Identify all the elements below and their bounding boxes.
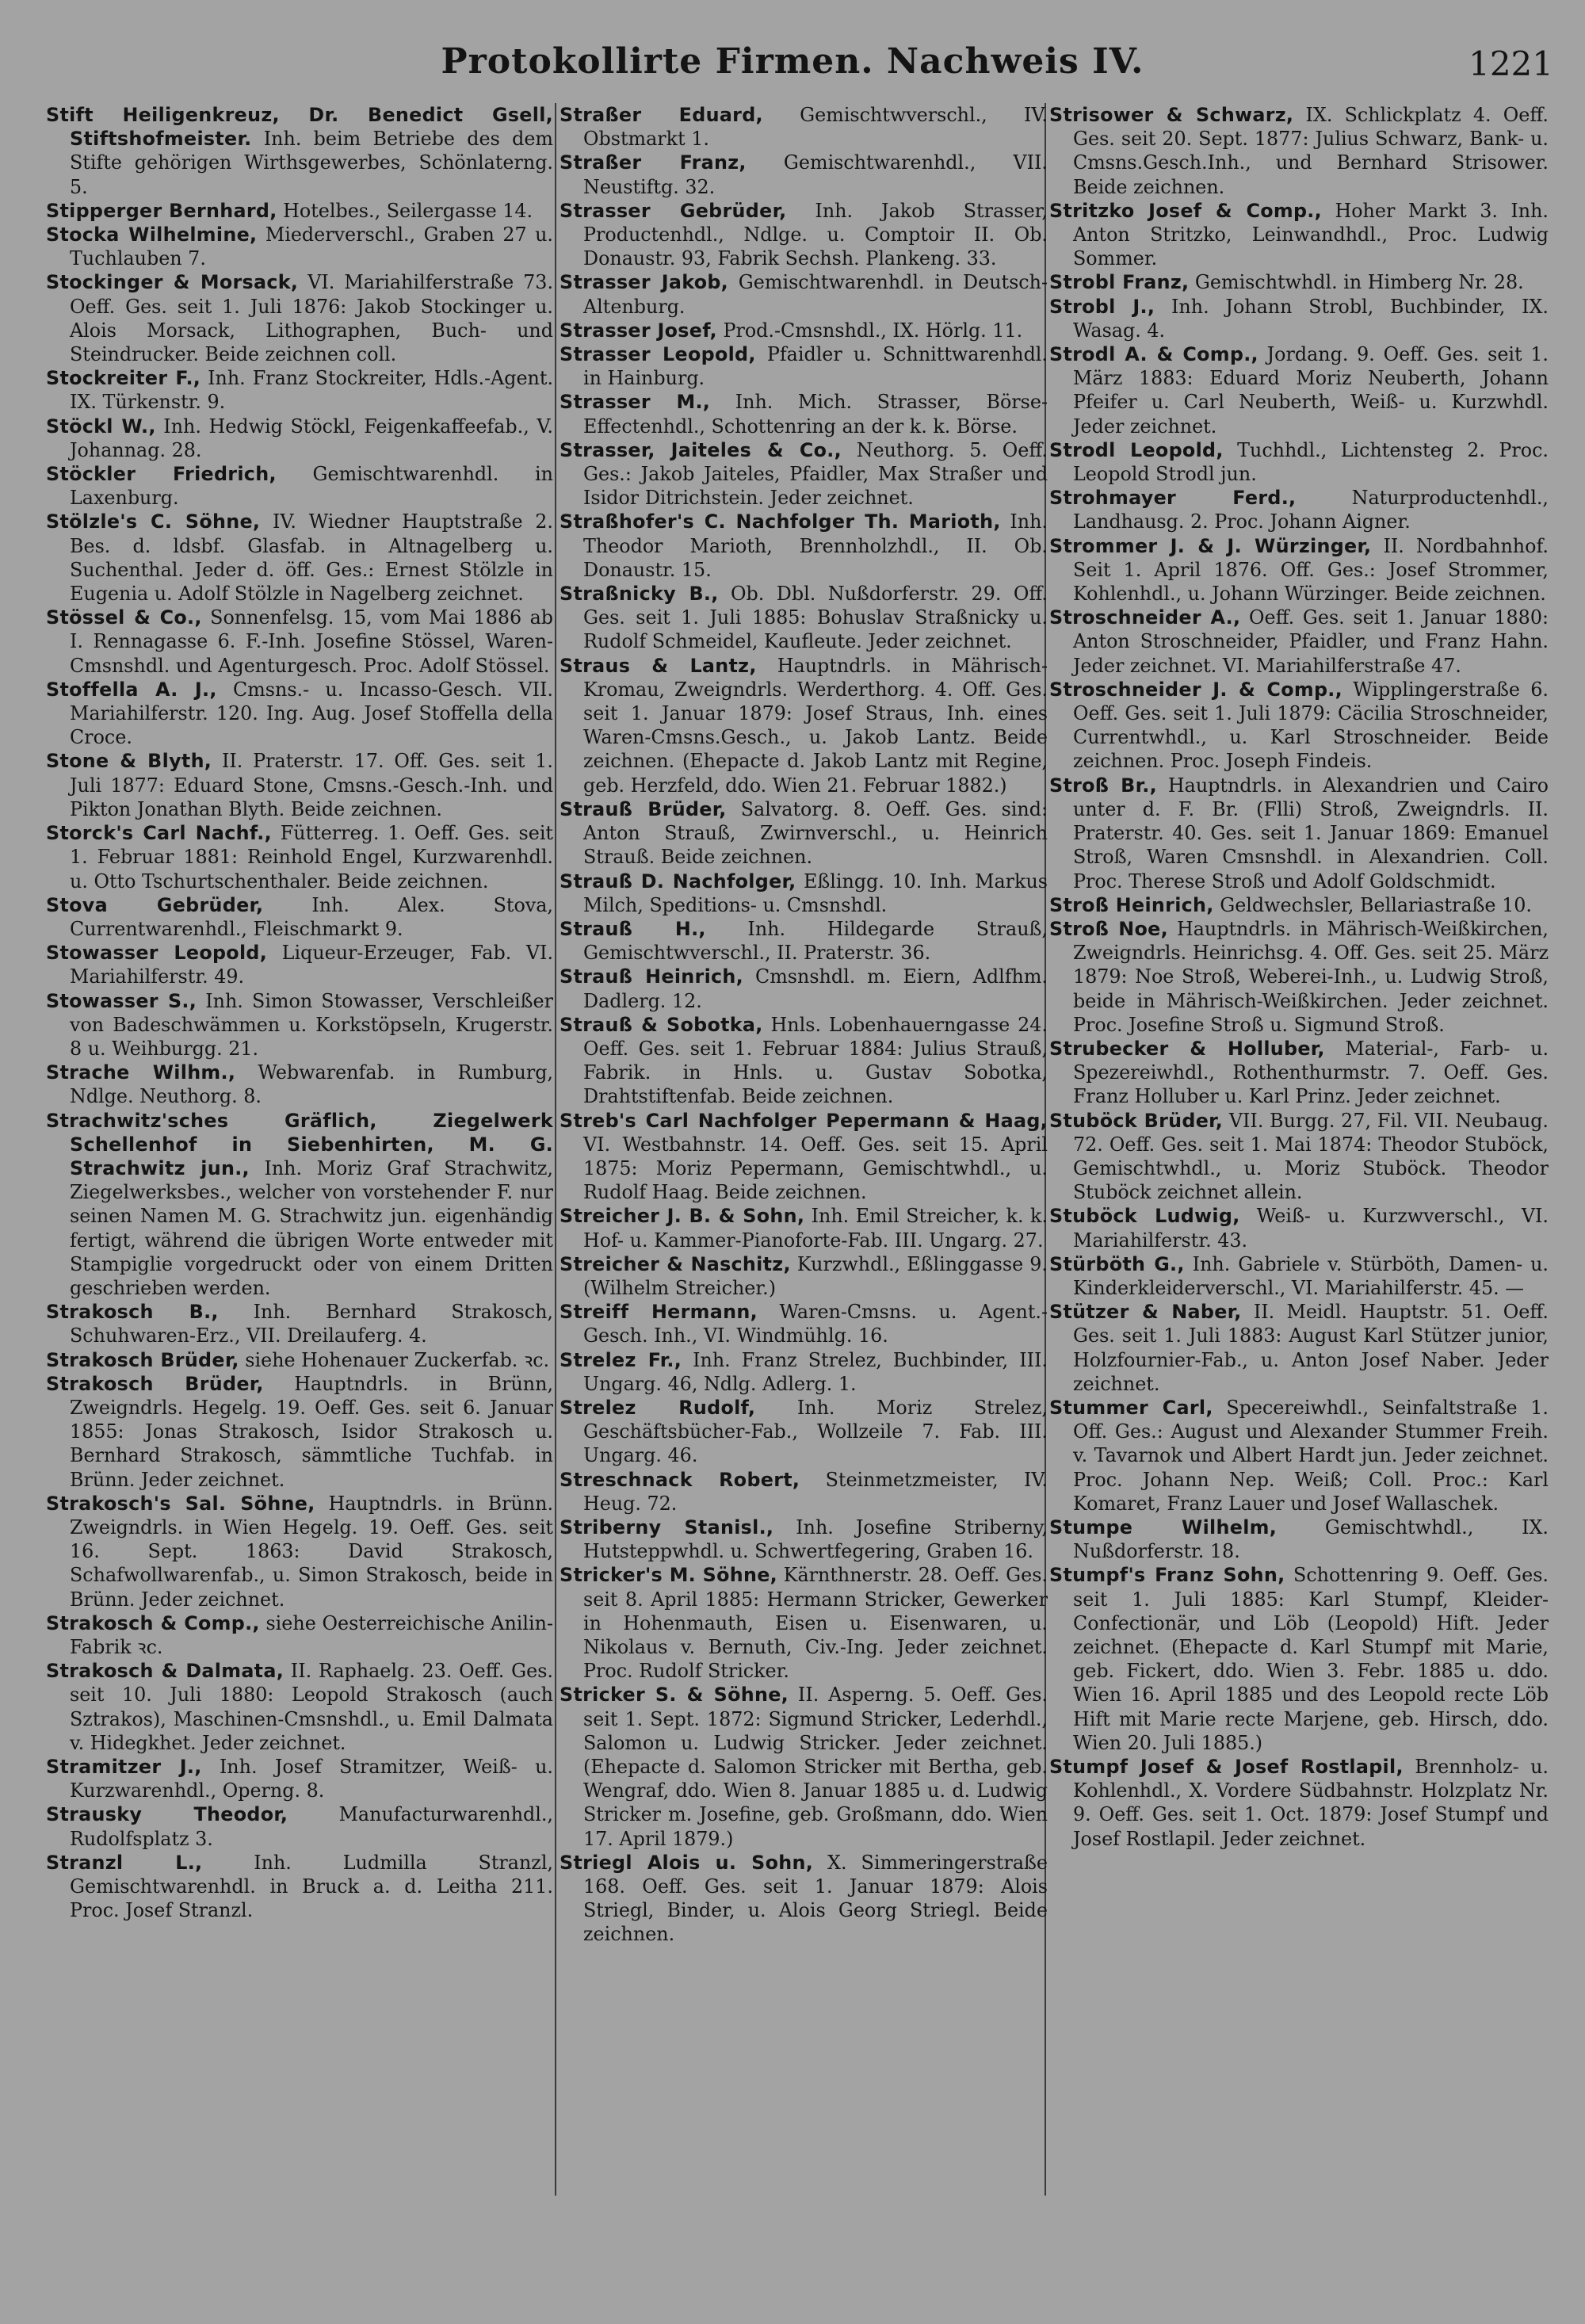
page-title: Protokollirte Firmen. Nachweis IV. — [441, 41, 1144, 82]
firm-name: Streiff Hermann, — [560, 1301, 758, 1324]
firm-name: Striegl Alois u. Sohn, — [560, 1851, 814, 1874]
firm-name: Stroschneider J. & Comp., — [1049, 678, 1342, 701]
directory-entry — [560, 319, 1048, 342]
directory-entry — [1049, 438, 1549, 486]
firm-details: Inh. Josef Stramitzer, Weiß- u. Kurzwarenhdl., Operng. 8. — [70, 1756, 553, 1802]
firm-name: Stranzl L., — [46, 1851, 203, 1874]
firm-details: Prod.-Cmsnshdl., IX. Hörlg. 11. — [716, 319, 1023, 342]
firm-details: Weiß- u. Kurzwverschl., VI. Mariahilferstr. 43. — [1073, 1205, 1549, 1252]
firm-details: Specereiwhdl., Seinfaltstraße 1. Off. Ges.: August und Alexander Stummer Freih. v. Tavarnok und Albert Hardt jun. Jeder zeichnet. Proc. Johann Nep. Weiß; Coll. Proc.: Karl Komaret, Franz Lauer und Josef Wallaschek. — [1073, 1396, 1549, 1515]
firm-name: Streb's Carl Nachfolger Pepermann & Haag, — [560, 1109, 1048, 1132]
directory-entry — [560, 438, 1048, 510]
directory-entry — [1049, 1252, 1549, 1300]
directory-entry — [46, 1061, 553, 1108]
firm-details: Inh. Theodor Marioth, Brennholzhdl., II. Ob. Donaustr. 15. — [583, 510, 1048, 581]
firm-name: Straßer Eduard, — [560, 104, 763, 126]
directory-entry — [46, 1611, 553, 1659]
firm-details: Inh. Emil Streicher, k. k. Hof- u. Kammer-Pianoforte-Fab. III. Ungarg. 27. — [583, 1205, 1048, 1252]
firm-name: Stummer Carl, — [1049, 1396, 1213, 1419]
firm-details: Sonnenfelsg. 15, vom Mai 1886 ab I. Rennagasse 6. F.-Inh. Josefine Stössel, Waren-Cmsnshdl. und Agenturgesch. Proc. Adolf Stössel. — [70, 606, 553, 677]
directory-entry — [560, 1516, 1048, 1563]
directory-entry — [1049, 1755, 1549, 1851]
firm-details: Gemischtwarenhdl. in Laxenburg. — [70, 463, 553, 510]
firm-details: siehe Oesterreichische Anilin-Fabrik ꝛc. — [70, 1611, 553, 1658]
directory-entry — [46, 415, 553, 462]
firm-name: Stössel & Co., — [46, 606, 202, 629]
firm-name: Strauß H., — [560, 917, 706, 940]
firm-name: Straßhofer's C. Nachfolger Th. Marioth, — [560, 510, 1001, 533]
firm-name: Stützer & Naber, — [1049, 1301, 1242, 1324]
firm-name: Strakosch B., — [46, 1301, 219, 1324]
directory-entry — [46, 1755, 553, 1802]
directory-entry — [46, 1372, 553, 1492]
directory-entry — [560, 1109, 1048, 1205]
directory-entry — [1049, 199, 1549, 271]
firm-name: Stuböck Ludwig, — [1049, 1205, 1240, 1228]
firm-details: Material-, Farb- u. Spezereiwhdl., Rothenthurmstr. 7. Oeff. Ges. Franz Holluber u. Karl Prinz. Jeder zeichnet. — [1073, 1037, 1549, 1108]
firm-name: Striberny Stanisl., — [560, 1516, 774, 1539]
firm-name: Stumpf's Franz Sohn, — [1049, 1564, 1285, 1587]
directory-entry — [46, 103, 553, 199]
firm-details: Gemischtwarenhdl., VII. Neustiftg. 32. — [583, 151, 1048, 198]
firm-details: Kärnthnerstr. 28. Oeff. Ges. seit 8. April 1885: Hermann Stricker, Gewerker in Hohenmauth, Eisen u. Eisenwaren, u. Nikolaus v. Bernuth, Civ.-Ing. Jeder zeichnet. Proc. Rudolf Stricker. — [583, 1564, 1048, 1683]
column-divider — [555, 103, 556, 2196]
firm-name: Storck's Carl Nachf., — [46, 822, 272, 845]
firm-name: Strachwitz'sches Gräflich, Ziegelwerk Schellenhof in Siebenhirten, M. G. Strachwitz jun., — [46, 1109, 553, 1179]
firm-details: siehe Hohenauer Zuckerfab. ꝛc. — [239, 1348, 550, 1371]
firm-details: Manufacturwarenhdl., Rudolfsplatz 3. — [70, 1803, 553, 1850]
firm-details: Kurzwhdl., Eßlinggasse 9. (Wilhelm Streicher.) — [583, 1252, 1048, 1299]
column-right — [1049, 103, 1549, 2307]
firm-details: Jordang. 9. Oeff. Ges. seit 1. März 1883: Eduard Moriz Neuberth, Johann Pfeifer u. Carl Neuberth, Weiß- u. Kurzwhdl. Jeder zeichnet. — [1073, 343, 1549, 438]
firm-details: Inh. beim Betriebe des dem Stifte gehörigen Wirthsgewerbes, Schönlaterng. 5. — [70, 128, 553, 198]
firm-name: Stowasser S., — [46, 989, 197, 1012]
firm-name: Strommer J. & J. Würzinger, — [1049, 534, 1372, 557]
firm-details: Inh. Gabriele v. Stürböth, Damen- u. Kinderkleiderverschl., VI. Mariahilferstr. 45. — — [1073, 1252, 1549, 1299]
firm-details: Inh. Moriz Graf Strachwitz, Ziegelwerksbes., welcher von vorstehender F. nur seinen Namen M. G. Strachwitz jun. eigenhändig fertigt, während die übrigen Worte entweder mit Stampiglie vorgedruckt oder von einem Dritten geschrieben werden. — [70, 1156, 553, 1299]
firm-name: Stone & Blyth, — [46, 750, 212, 773]
directory-entry — [560, 1252, 1048, 1300]
firm-details: Hauptndrls. in Brünn, Zweigndrls. Hegelg. 19. Oeff. Ges. seit 6. Januar 1855: Jonas Strakosch, Isidor Strakosch u. Bernhard Strakosch, sämmtliche Tuchfab. in Brünn. Jeder zeichnet. — [70, 1372, 553, 1491]
firm-name: Streicher & Naschitz, — [560, 1252, 791, 1275]
directory-entry — [560, 270, 1048, 318]
page-header — [0, 41, 1585, 97]
directory-entry — [46, 1492, 553, 1611]
firm-details: Steinmetzmeister, IV. Heug. 72. — [583, 1468, 1048, 1515]
page-number: 1221 — [1469, 44, 1553, 83]
directory-entry — [46, 1802, 553, 1850]
directory-entry — [560, 510, 1048, 582]
firm-name: Strakosch Brüder, — [46, 1372, 264, 1395]
firm-details: Wipplingerstraße 6. Oeff. Ges. seit 1. Juli 1879: Cäcilia Stroschneider, Currentwhdl., u. Karl Stroschneider. Beide zeichnen. Proc. Joseph Findeis. — [1073, 678, 1549, 773]
firm-name: Strasser, Jaiteles & Co., — [560, 438, 842, 461]
firm-details: Hauptndrls. in Mährisch-Kromau, Zweigndrls. Werderthorg. 4. Off. Ges. seit 1. Januar 1879: Josef Straus, Inh. eines Waren-Cmsns.Gesch., u. Jakob Lantz. Beide zeichnen. (Ehepacte d. Jakob Lantz mit Regine, geb. Herzfeld, ddo. Wien 21. Februar 1882.) — [583, 654, 1048, 797]
firm-details: Fütterreg. 1. Oeff. Ges. seit 1. Februar 1881: Reinhold Engel, Kurzwarenhdl. u. Otto Tschurtschenthaler. Beide zeichnen. — [70, 822, 553, 893]
firm-name: Strauß D. Nachfolger, — [560, 870, 796, 893]
directory-entry — [560, 965, 1048, 1012]
firm-name: Strasser Gebrüder, — [560, 199, 787, 222]
firm-details: VII. Burgg. 27, Fil. VII. Neubaug. 72. Oeff. Ges. seit 1. Mai 1874: Theodor Stuböck, Gemischtwhdl., u. Moriz Stuböck. Theodor Stuböck zeichnet allein. — [1073, 1109, 1549, 1204]
firm-details: Liqueur-Erzeuger, Fab. VI. Mariahilferstr. 49. — [70, 942, 553, 988]
firm-name: Strakosch & Comp., — [46, 1611, 260, 1634]
firm-name: Stroschneider A., — [1049, 606, 1241, 629]
firm-name: Stürböth G., — [1049, 1252, 1185, 1275]
firm-name: Stricker's M. Söhne, — [560, 1564, 778, 1587]
firm-name: Strohmayer Ferd., — [1049, 487, 1297, 510]
firm-name: Straßnicky B., — [560, 583, 719, 606]
firm-name: Stockinger & Morsack, — [46, 271, 299, 294]
firm-details: Inh. Franz Strelez, Buchbinder, III. Ungarg. 46, Ndlg. Adlerg. 1. — [583, 1348, 1048, 1395]
firm-name: Stocka Wilhelmine, — [46, 224, 258, 247]
firm-name: Strausky Theodor, — [46, 1803, 288, 1826]
firm-details: Inh. Franz Stockreiter, Hdls.-Agent. IX. Türkenstr. 9. — [70, 367, 553, 414]
firm-details: Gemischtwhdl., IX. Nußdorferstr. 18. — [1073, 1516, 1549, 1563]
firm-name: Stroß Noe, — [1049, 917, 1168, 940]
firm-name: Stritzko Josef & Comp., — [1049, 199, 1322, 222]
firm-details: Brennholz- u. Kohlenhdl., X. Vordere Südbahnstr. Holzplatz Nr. 9. Oeff. Ges. seit 1. Oct. 1879: Josef Stumpf und Josef Rostlapil. Jeder zeichnet. — [1073, 1756, 1549, 1850]
firm-details: Naturproductenhdl., Landhausg. 2. Proc. Johann Aigner. — [1073, 487, 1549, 533]
firm-details: Oeff. Ges. seit 1. Januar 1880: Anton Stroschneider, Pfaidler, und Franz Hahn. Jeder zeichnet. VI. Mariahilferstraße 47. — [1073, 606, 1549, 677]
directory-entry — [1049, 1300, 1549, 1396]
firm-details: Webwarenfab. in Rumburg, Ndlge. Neuthorg. 8. — [70, 1061, 553, 1108]
firm-details: Inh. Johann Strobl, Buchbinder, IX. Wasag. 4. — [1073, 295, 1549, 342]
directory-entry — [1049, 606, 1549, 678]
directory-entry — [560, 1013, 1048, 1109]
column-left — [46, 103, 553, 2307]
firm-name: Stumpf Josef & Josef Rostlapil, — [1049, 1756, 1404, 1779]
directory-entry — [46, 1659, 553, 1755]
directory-entry — [560, 1683, 1048, 1850]
firm-details: Geldwechsler, Bellariastraße 10. — [1213, 893, 1532, 916]
firm-details: Miederverschl., Graben 27 u. Tuchlauben 7. — [70, 224, 553, 270]
directory-entry — [560, 654, 1048, 797]
directory-entry — [46, 1300, 553, 1347]
firm-name: Strodl A. & Comp., — [1049, 343, 1258, 366]
firm-name: Strakosch's Sal. Söhne, — [46, 1492, 315, 1515]
directory-entry — [1049, 534, 1549, 606]
firm-details: VI. Westbahnstr. 14. Oeff. Ges. seit 15. April 1875: Moriz Pepermann, Gemischtwhdl., u. Rudolf Haag. Beide zeichnen. — [583, 1133, 1048, 1204]
firm-details: Pfaidler u. Schnittwarenhdl. in Hainburg. — [583, 343, 1048, 390]
firm-name: Stricker S. & Söhne, — [560, 1684, 789, 1707]
firm-details: II. Praterstr. 17. Off. Ges. seit 1. Juli 1877: Eduard Stone, Cmsns.-Gesch.-Inh. und Pikton Jonathan Blyth. Beide zeichnen. — [70, 750, 553, 820]
firm-details: Hoher Markt 3. Inh. Anton Stritzko, Leinwandhdl., Proc. Ludwig Sommer. — [1073, 199, 1549, 270]
directory-entry — [46, 510, 553, 606]
directory-entry — [46, 1348, 553, 1372]
firm-name: Strelez Fr., — [560, 1348, 682, 1371]
firm-details: Gemischtwhdl. in Himberg Nr. 28. — [1189, 271, 1524, 294]
firm-name: Strache Wilhm., — [46, 1061, 236, 1084]
firm-name: Straßer Franz, — [560, 151, 747, 174]
directory-entry — [560, 1204, 1048, 1252]
firm-name: Stova Gebrüder, — [46, 893, 264, 916]
firm-name: Strasser M., — [560, 391, 711, 414]
directory-entry — [1049, 1516, 1549, 1563]
directory-entry — [1049, 1204, 1549, 1252]
directory-entry — [560, 917, 1048, 965]
firm-details: Hauptndrls. in Mährisch-Weißkirchen, Zweigndrls. Heinrichsg. 4. Off. Ges. seit 25. März 1879: Noe Stroß, Weberei-Inh., u. Ludwig Stroß, beide in Mährisch-Weißkirchen. Jeder zeichnet. Proc. Josefine Stroß u. Sigmund Stroß. — [1073, 917, 1549, 1036]
directory-entry — [1049, 678, 1549, 774]
firm-name: Stumpe Wilhelm, — [1049, 1516, 1278, 1539]
firm-details: VI. Mariahilferstraße 73. Oeff. Ges. seit 1. Juli 1876: Jakob Stockinger u. Alois Morsack, Lithographen, Buch- und Steindrucker. Beide zeichnen coll. — [70, 271, 553, 366]
firm-name: Strobl Franz, — [1049, 271, 1190, 294]
firm-name: Straus & Lantz, — [560, 654, 757, 677]
firm-name: Strauß & Sobotka, — [560, 1013, 763, 1036]
directory-entry — [560, 582, 1048, 654]
firm-details: II. Raphaelg. 23. Oeff. Ges. seit 10. Juli 1880: Leopold Strakosch (auch Sztrakos), Maschinen-Cmsnshdl., u. Emil Dalmata v. Hidegkhet. Jeder zeichnet. — [70, 1660, 553, 1754]
firm-details: Inh. Josefine Striberny, Hutsteppwhdl. u. Schwertfegering, Graben 16. — [583, 1516, 1048, 1563]
directory-entry — [1049, 1109, 1549, 1205]
firm-details: II. Meidl. Hauptstr. 51. Oeff. Ges. seit 1. Juli 1883: August Karl Stützer junior, Holzfournier-Fab., u. Anton Josef Naber. Jeder zeichnet. — [1073, 1301, 1549, 1395]
firm-details: Tuchhdl., Lichtensteg 2. Proc. Leopold Strodl jun. — [1073, 438, 1549, 486]
firm-details: Inh. Moriz Strelez, Geschäftsbücher-Fab., Wollzeile 7. Fab. III. Ungarg. 46. — [583, 1396, 1048, 1467]
directory-entry — [1049, 893, 1549, 917]
firm-name: Stramitzer J., — [46, 1756, 202, 1779]
firm-name: Streschnack Robert, — [560, 1468, 800, 1491]
firm-details: II. Nordbahnhof. Seit 1. April 1876. Off. Ges.: Josef Strommer, Kohlenhdl., u. Johann Würzinger. Beide zeichnen. — [1073, 534, 1549, 606]
firm-name: Stölzle's C. Söhne, — [46, 510, 261, 533]
directory-entry — [560, 1300, 1048, 1347]
firm-name: Stockreiter F., — [46, 367, 201, 390]
directory-entry — [46, 1109, 553, 1301]
firm-name: Stipperger Bernhard, — [46, 199, 277, 222]
firm-details: Inh. Mich. Strasser, Börse-Effectenhdl., Schottenring an der k. k. Börse. — [583, 391, 1048, 438]
directory-entry — [46, 606, 553, 678]
firm-name: Strauß Heinrich, — [560, 965, 744, 988]
directory-entry — [1049, 1563, 1549, 1755]
directory-entry — [1049, 103, 1549, 199]
directory-entry — [560, 870, 1048, 917]
directory-entry — [1049, 342, 1549, 438]
directory-entry — [560, 342, 1048, 390]
firm-name: Strasser Jakob, — [560, 271, 729, 294]
firm-name: Strobl J., — [1049, 295, 1155, 318]
firm-name: Strauß Brüder, — [560, 797, 727, 820]
directory-entry — [560, 103, 1048, 151]
firm-name: Strasser Josef, — [560, 319, 717, 342]
firm-details: Inh. Alex. Stova, Currentwarenhdl., Fleischmarkt 9. — [70, 893, 553, 940]
firm-details: Neuthorg. 5. Oeff. Ges.: Jakob Jaiteles, Pfaidler, Max Straßer und Isidor Ditrichstein. Jeder zeichnet. — [583, 438, 1048, 510]
firm-name: Stoffella A. J., — [46, 678, 217, 701]
firm-details: Schottenring 9. Oeff. Ges. seit 1. Juli 1885: Karl Stumpf, Kleider-Confectionär, und Löb (Leopold) Hift. Jeder zeichnet. (Ehepacte d. Karl Stumpf mit Marie, geb. Fickert, ddo. Wien 3. Febr. 1885 u. ddo. Wien 16. April 1885 und des Leopold recte Löb Hift mit Marie recte Marjene, geb. Hirsch, ddo. Wien 20. Juli 1885.) — [1073, 1564, 1549, 1754]
firm-name: Stroß Br., — [1049, 774, 1157, 797]
firm-details: Gemischtwverschl., IV. Obstmarkt 1. — [583, 104, 1048, 151]
firm-details: IX. Schlickplatz 4. Oeff. Ges. seit 20. Sept. 1877: Julius Schwarz, Bank- u. Cmsns.Gesch.Inh., und Bernhard Strisower. Beide zeichnen. — [1073, 104, 1549, 198]
firm-details: Eßlingg. 10. Inh. Markus Milch, Speditions- u. Cmsnshdl. — [583, 870, 1048, 916]
firm-name: Stöckl W., — [46, 415, 156, 438]
directory-entry — [46, 1851, 553, 1923]
firm-name: Strubecker & Holluber, — [1049, 1037, 1325, 1060]
directory-entry — [560, 151, 1048, 198]
directory-entry — [1049, 486, 1549, 533]
directory-entry — [46, 893, 553, 941]
directory-entry — [560, 1468, 1048, 1516]
directory-entry — [1049, 774, 1549, 893]
firm-name: Strisower & Schwarz, — [1049, 104, 1294, 126]
directory-entry — [560, 1348, 1048, 1396]
firm-details: Gemischtwarenhdl. in Deutsch-Altenburg. — [583, 271, 1048, 318]
directory-entry — [46, 678, 553, 750]
directory-entry — [1049, 1037, 1549, 1109]
directory-entry — [1049, 295, 1549, 342]
firm-name: Strelez Rudolf, — [560, 1396, 756, 1419]
directory-entry — [560, 1851, 1048, 1947]
directory-entry — [46, 223, 553, 270]
firm-details: Hauptndrls. in Brünn. Zweigndrls. in Wien Hegelg. 19. Oeff. Ges. seit 16. Sept. 1863: David Strakosch, Schafwollwarenfab., u. Simon Strakosch, beide in Brünn. Jeder zeichnet. — [70, 1492, 553, 1611]
directory-entry — [1049, 1396, 1549, 1516]
directory-entry — [46, 989, 553, 1061]
firm-details: II. Asperng. 5. Oeff. Ges. seit 1. Sept. 1872: Sigmund Stricker, Lederhdl., Salomon u. Ludwig Stricker. Jeder zeichnet. (Ehepacte d. Salomon Stricker mit Bertha, geb. Wengraf, ddo. Wien 8. Januar 1885 u. d. Ludwig Stricker m. Josefine, geb. Großmann, ddo. Wien 17. April 1879.) — [583, 1684, 1048, 1850]
firm-details: Cmsnshdl. m. Eiern, Adlfhm. Dadlerg. 12. — [583, 965, 1048, 1012]
directory-entry — [46, 821, 553, 893]
firm-details: Inh. Jakob Strasser, Productenhdl., Ndlge. u. Comptoir II. Ob. Donaustr. 93, Fabrik Sechsh. Plankeng. 33. — [583, 199, 1048, 270]
firm-name: Stift Heiligenkreuz, Dr. Benedict Gsell, Stiftshofmeister. — [46, 104, 553, 151]
firm-name: Strodl Leopold, — [1049, 438, 1224, 461]
firm-name: Stöckler Friedrich, — [46, 463, 277, 486]
firm-details: Hotelbes., Seilergasse 14. — [277, 199, 533, 222]
firm-details: Salvatorg. 8. Oeff. Ges. sind: Anton Strauß, Zwirnverschl., u. Heinrich Strauß. Beide zeichnen. — [583, 797, 1048, 869]
firm-details: Inh. Simon Stowasser, Verschleißer von Badeschwämmen u. Korkstöpseln, Krugerstr. 8 u. Weihburgg. 21. — [70, 989, 553, 1060]
directory-entry — [46, 749, 553, 821]
firm-details: IV. Wiedner Hauptstraße 2. Bes. d. ldsbf. Glasfab. in Altnagelberg u. Suchenthal. Jeder d. öff. Ges.: Ernest Stölzle in Eugenia u. Adolf Stölzle in Nagelberg zeichnet. — [70, 510, 553, 606]
directory-entry — [560, 390, 1048, 438]
firm-name: Stowasser Leopold, — [46, 942, 268, 965]
directory-entry — [1049, 270, 1549, 294]
firm-name: Strakosch & Dalmata, — [46, 1660, 285, 1683]
directory-entry — [46, 462, 553, 510]
directory-entry — [560, 1396, 1048, 1468]
firm-details: Inh. Bernhard Strakosch, Schuhwaren-Erz., VII. Dreilauferg. 4. — [70, 1301, 553, 1347]
directory-entry — [560, 199, 1048, 271]
firm-name: Stroß Heinrich, — [1049, 893, 1214, 916]
directory-entry — [46, 366, 553, 414]
directory-entry — [46, 270, 553, 366]
firm-details: Inh. Hedwig Stöckl, Feigenkaffeefab., V. Johannag. 28. — [70, 415, 553, 461]
firm-name: Stuböck Brüder, — [1049, 1109, 1224, 1132]
column-middle — [560, 103, 1048, 2307]
directory-entry — [1049, 917, 1549, 1037]
directory-entry — [560, 1563, 1048, 1683]
firm-name: Strasser Leopold, — [560, 343, 756, 366]
directory-entry — [46, 941, 553, 988]
firm-name: Streicher J. B. & Sohn, — [560, 1205, 805, 1228]
firm-details: Waren-Cmsns. u. Agent.-Gesch. Inh., VI. Windmühlg. 16. — [583, 1301, 1048, 1347]
directory-entry — [46, 199, 553, 223]
firm-details: Hnls. Lobenhauerngasse 24. Oeff. Ges. seit 1. Februar 1884: Julius Strauß, Fabrik. in Hnls. u. Gustav Sobotka, Drahtstiftenfab. Beide zeichnen. — [583, 1013, 1048, 1108]
firm-name: Strakosch Brüder, — [46, 1348, 239, 1371]
directory-entry — [560, 797, 1048, 870]
firm-details: Inh. Ludmilla Stranzl, Gemischtwarenhdl. in Bruck a. d. Leitha 211. Proc. Josef Stranzl. — [70, 1851, 553, 1922]
firm-details: Hauptndrls. in Alexandrien und Cairo unter d. F. Br. (Flli) Stroß, Zweigndrls. II. Praterstr. 40. Ges. seit 1. Januar 1869: Emanuel Stroß, Waren Cmsnshdl. in Alexandrien. Coll. Proc. Therese Stroß und Adolf Goldschmidt. — [1073, 774, 1549, 893]
firm-details: X. Simmeringerstraße 168. Oeff. Ges. seit 1. Januar 1879: Alois Striegl, Binder, u. Alois Georg Striegl. Beide zeichnen. — [583, 1851, 1048, 1946]
firm-details: Ob. Dbl. Nußdorferstr. 29. Off. Ges. seit 1. Juli 1885: Bohuslav Straßnicky u. Rudolf Schmeidel, Kaufleute. Jeder zeichnet. — [583, 583, 1048, 653]
firm-details: Cmsns.- u. Incasso-Gesch. VII. Mariahilferstr. 120. Ing. Aug. Josef Stoffella della Croce. — [70, 678, 553, 749]
firm-details: Inh. Hildegarde Strauß, Gemischtwverschl., II. Praterstr. 36. — [583, 917, 1048, 965]
